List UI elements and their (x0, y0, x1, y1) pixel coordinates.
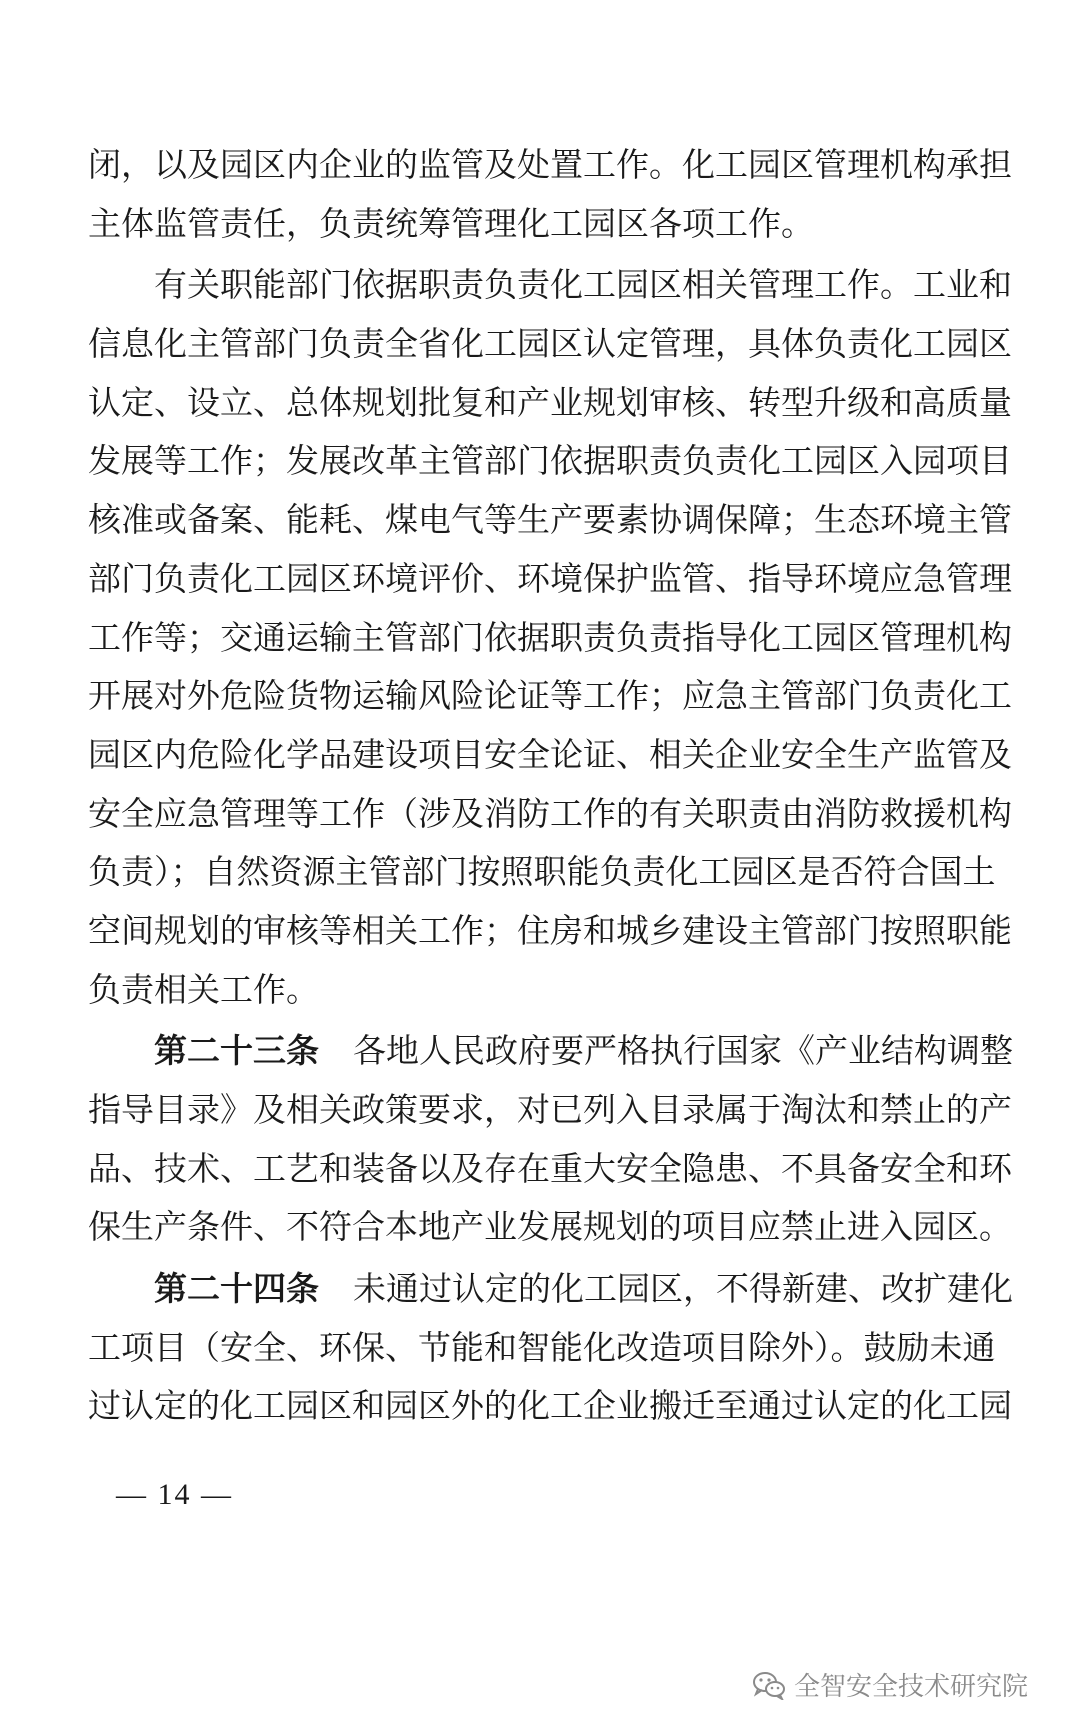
text-line: 开展对外危险货物运输风险论证等工作；应急主管部门负责化工 (88, 676, 1012, 716)
text-line: 工项目（安全、环保、节能和智能化改造项目除外）。鼓励未通 (88, 1327, 996, 1367)
page-number: — 14 — (116, 1478, 233, 1511)
text-line: 发展等工作；发展改革主管部门依据职责负责化工园区入园项目 (88, 441, 1012, 481)
text-line: 部门负责化工园区环境评价、环境保护监管、指导环境应急管理 (88, 558, 1012, 598)
watermark (752, 1666, 1028, 1703)
text-line (88, 1260, 1013, 1319)
article-text: 未通过认定的化工园区，不得新建、改扩建化 (353, 1269, 1013, 1309)
text-line: 过认定的化工园区和园区外的化工企业搬迁至通过认定的化工园 (88, 1386, 1012, 1426)
wechat-icon (752, 1670, 786, 1700)
text-line: 闭，以及园区内企业的监管及处置工作。化工园区管理机构承担 (88, 145, 1012, 184)
article-number: 第二十三条 (154, 1031, 319, 1071)
text-line: 空间规划的审核等相关工作；住房和城乡建设主管部门按照职能 (88, 910, 1012, 950)
text-line: 认定、设立、总体规划批复和产业规划审核、转型升级和高质量 (88, 382, 1012, 422)
text-line (88, 1022, 1013, 1081)
article-23 (88, 1022, 1013, 1257)
text-line: 负责相关工作。 (88, 969, 319, 1009)
text-line: 核准或备案、能耗、煤电气等生产要素协调保障；生态环境主管 (88, 500, 1012, 540)
text-line: 保生产条件、不符合本地产业发展规划的项目应禁止进入园区。 (88, 1207, 1012, 1247)
text-line: 品、技术、工艺和装备以及存在重大安全隐患、不具备安全和环 (88, 1148, 1012, 1188)
text-line: 负责）；自然资源主管部门按照职能负责化工园区是否符合国土 (88, 852, 996, 892)
watermark-text: 全智安全技术研究院 (793, 1672, 1028, 1702)
text-line: 指导目录》及相关政策要求，对已列入目录属于淘汰和禁止的产 (88, 1090, 1012, 1129)
text-line: 有关职能部门依据职责负责化工园区相关管理工作。工业和 (154, 265, 1012, 305)
text-line: 信息化主管部门负责全省化工园区认定管理，具体负责化工园区 (88, 324, 1012, 364)
article-24 (88, 1260, 1013, 1436)
paragraph-2 (88, 256, 1012, 1019)
article-number: 第二十四条 (154, 1269, 319, 1309)
text-line: 园区内危险化学品建设项目安全论证、相关企业安全生产监管及 (88, 734, 1012, 774)
text-line: 工作等；交通运输主管部门依据职责负责指导化工园区管理机构 (88, 617, 1012, 657)
text-line: 安全应急管理等工作（涉及消防工作的有关职责由消防救援机构 (88, 793, 1012, 833)
article-text: 各地人民政府要严格执行国家《产业结构调整 (353, 1031, 1013, 1071)
document-body (88, 136, 1013, 1436)
paragraph-1 (88, 136, 1012, 253)
text-line: 主体监管责任，负责统筹管理化工园区各项工作。 (88, 203, 814, 243)
